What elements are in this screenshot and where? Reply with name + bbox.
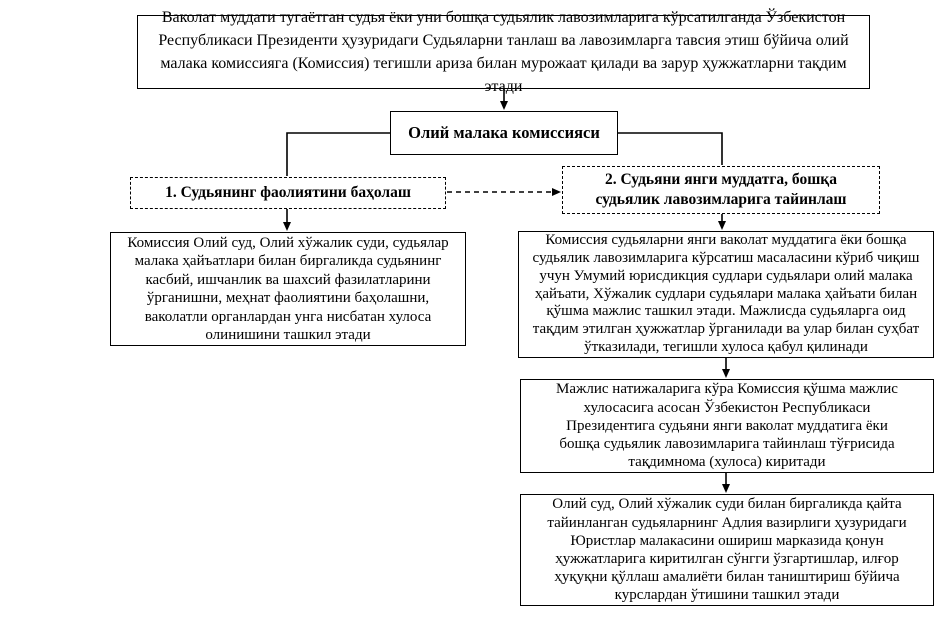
- arrow-step2-to-step3: [722, 473, 730, 493]
- application-box: Ваколат муддати тугаётган судья ёки уни бошқа судьялик лавозимларига кўрсатилганда Ўзбекистон Республикаси Президенти ҳузуридаги Судьяларни танлаш ва лавозимларга тавсия этиш бўйича олий малака комиссияга (Комиссия) тегишли ариза билан мурожаат қилади ва зарур ҳужжатларни тақдим этади: [137, 15, 870, 89]
- branch2-step3-box: Олий суд, Олий хўжалик суди билан биргаликда қайта тайинланган судьяларнинг Адлия вазирлиги ҳузуридаги Юристлар малакасини ошириш марказида қонун ҳужжатларига киритилган сўнгги ўзгартишлар, илғор ҳуқуқни қўллаш амалиёти билан таништириш бўйича курслардан ўтишини ташкил этади: [520, 494, 934, 606]
- commission-box: Олий малака комиссияси: [390, 111, 618, 155]
- connector-commission-to-branch2: [618, 133, 722, 165]
- connector-commission-to-branch1: [287, 133, 390, 176]
- branch1-evaluation-box: 1. Судьянинг фаолиятини баҳолаш: [130, 177, 446, 209]
- branch2-detail-box: Комиссия судьяларни янги ваколат муддатига ёки бошқа судьялик лавозимларига кўрсатиш масаласини кўриб чиқиш учун Умумий юрисдикция судлари судьялари олий малака ҳайъати, Хўжалик судлари судьялари малака ҳайъати билан қўшма мажлис ташкил этади. Мажлисда судьяларга оид тақдим этилган ҳужжатлар ўрганилади ва улар билан суҳбат ўтказилади, тегишли хулоса қабул қилинади: [518, 231, 934, 358]
- arrow-branch1-to-detail: [283, 209, 291, 231]
- arrow-branch2-to-detail: [718, 214, 726, 230]
- arrow-detail-to-step2: [722, 358, 730, 378]
- branch2-appointment-box: 2. Судьяни янги муддатга, бошқа судьялик лавозимларига тайинлаш: [562, 166, 880, 214]
- dashed-arrow-branch1-to-branch2: [447, 188, 561, 196]
- branch2-step2-box: Мажлис натижаларига кўра Комиссия қўшма мажлис хулосасига асосан Ўзбекистон Республикаси Президентига судьяни янги ваколат муддатига ёки бошқа судьялик лавозимларига тайинлаш тўғрисида тақдимнома (хулоса) киритади: [520, 379, 934, 473]
- branch1-detail-box: Комиссия Олий суд, Олий хўжалик суди, судьялар малака ҳайъатлари билан биргаликда судьянинг касбий, ишчанлик ва шахсий фазилатларини ўрганишни, меҳнат фаолиятини баҳолашни, ваколатли органлардан унга нисбатан хулоса олинишини ташкил этади: [110, 232, 466, 346]
